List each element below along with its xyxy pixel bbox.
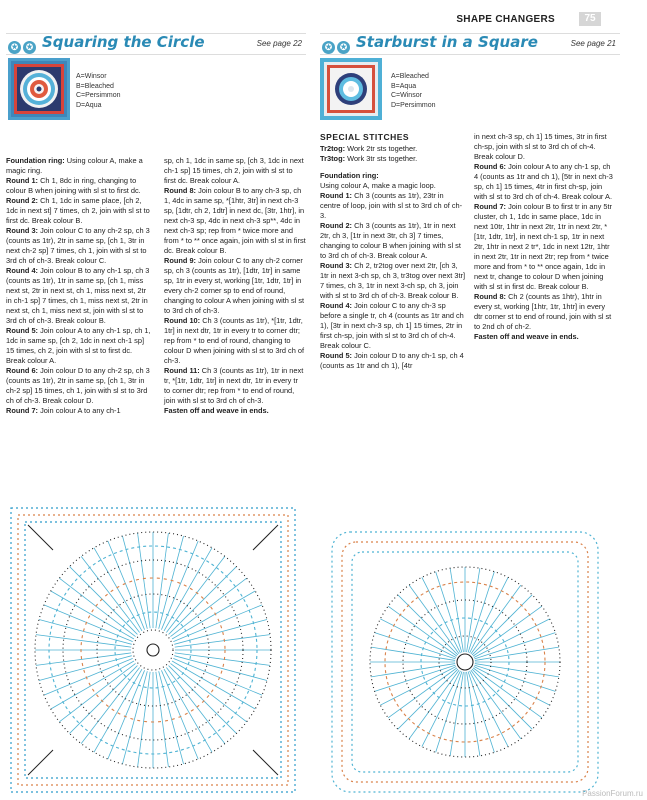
chart-spokes <box>35 532 271 768</box>
color-key-b: B=Aqua <box>391 82 417 90</box>
crochet-chart-starburst <box>328 528 602 796</box>
stitch-spoke <box>467 568 480 652</box>
stitch-spoke <box>94 548 142 631</box>
stitch-spoke <box>172 591 255 639</box>
color-key-c: C=Winsor <box>391 92 422 99</box>
stitch-spoke <box>472 595 532 655</box>
stitch-spoke <box>371 647 455 660</box>
instruction-para: Foundation ring: Using colour A, make a magic ring. <box>6 156 143 175</box>
stitch-spoke <box>398 595 458 655</box>
color-key-c: C=Persimmon <box>76 92 121 99</box>
instruction-para: Round 6: Join colour D to any ch-2 sp, ch 3 (counts as 1tr), 2tr in same sp, [ch 1, 3tr in ch-2 sp] 15 times, ch 1, join with sl st to 3rd ch of ch-3. Break colour D. <box>6 366 150 405</box>
color-key-d: D=Persimmon <box>391 101 436 109</box>
special-stitch: Tr2tog: Work 2tr sts together. <box>320 144 418 153</box>
crochet-chart-squaring-circle <box>8 505 298 795</box>
stitch-spoke <box>388 668 457 718</box>
instruction-para: Round 8: Ch 2 (counts as 1htr), 1htr in every st, working [1htr, 1tr, 1htr] in every dtr corner st to end of round, join with sl st to 2nd ch of ch-2. <box>474 292 612 331</box>
left-instructions-col2 <box>164 156 306 416</box>
star-icon: ✪ <box>322 41 335 54</box>
section-title: SHAPE CHANGERS <box>456 14 555 25</box>
stitch-spoke <box>467 672 480 756</box>
instruction-para: Round 3: Join colour C to any ch-2 sp, ch 3 (counts as 1tr), 2tr in same sp, [ch 1, 3tr in next ch-2 sp] 7 times, ch 1, join with sl st to 3rd ch of ch-3. Break colour C. <box>6 226 150 265</box>
stitch-spoke <box>473 606 542 656</box>
instruction-para: Round 4: Join colour B to any ch-1 sp, ch 3 (counts as 1tr), 1tr in same sp, [ch 1, miss next st, 2tr in next st, ch 1, miss next st, 2tr in ch-1 sp] 7 times, ch 1, miss next st, 2tr in next st, ch 1, miss next st, join with sl st to 3rd ch of ch-3. Break colour B. <box>6 266 150 325</box>
stitch-spoke <box>108 541 145 630</box>
swatch-photo-starburst <box>320 58 382 120</box>
right-title-bar <box>320 33 620 55</box>
special-stitch: Tr3tog: Work 3tr sts together. <box>320 154 418 163</box>
instruction-para: sp, ch 1, 1dc in same sp, [ch 3, 1dc in next ch-1 sp] 15 times, ch 2, join with sl st to first dc. Break colour A. <box>164 156 304 185</box>
stitch-spoke <box>371 664 455 677</box>
stitch-spoke <box>173 605 262 642</box>
color-key-a: A=Bleached <box>391 73 429 80</box>
special-stitches-heading: SPECIAL STITCHES <box>320 132 410 142</box>
stitch-spoke <box>164 548 212 631</box>
stitch-spoke <box>472 669 532 729</box>
color-key-a: A=Winsor <box>76 73 107 80</box>
instruction-para: Round 9: Join colour C to any ch-2 corner sp, ch 3 (counts as 1tr), [1dtr, 1tr] in same sp, 1tr in every st, working [1tr, 1dtr, 1tr] in every ch-2 corner sp to end of round, changing to colour A when joining with sl st to 3rd ch of ch-3. <box>164 256 305 315</box>
instruction-para: Round 2: Ch 1, 1dc in same place, [ch 2, 1dc in next st] 7 times, ch 2, join with sl st to first dc. Break colour B. <box>6 196 150 225</box>
right-instructions-col2 <box>474 132 614 342</box>
star-icon: ✪ <box>337 41 350 54</box>
star-icons <box>322 37 352 55</box>
page-number: 75 <box>579 12 601 26</box>
left-pattern-title: Squaring the Circle <box>42 33 205 51</box>
right-pattern-title: Starburst in a Square <box>356 33 538 51</box>
stitch-spoke <box>471 585 521 654</box>
swatch-photo-squaring-circle <box>8 58 70 120</box>
instruction-para: Using colour A, make a magic loop. <box>320 181 436 190</box>
instruction-para: Round 3: Ch 2, tr2tog over next 2tr, [ch 3, 1tr in next 3-ch sp, ch 3, tr3tog over next 3tr] 7 times, ch 3, 1tr in next 3-ch sp, ch 3, join with sl st to 3rd ch of ch-3. Break colour B. <box>320 261 466 300</box>
left-title-bar <box>6 33 306 55</box>
star-icon: ✪ <box>8 41 21 54</box>
instruction-para: Round 6: Join colour A to any ch-1 sp, ch 4 (counts as 1tr and ch 1), [5tr in next ch-3 sp, ch 1] 15 times, 4tr in first ch-sp, join with sl st to 3rd ch of ch-4. Break colour A. <box>474 162 613 201</box>
instruction-para: Round 10: Ch 3 (counts as 1tr), *[1tr, 1dtr, 1tr] in next dtr, 1tr in every tr to corner dtr; rep from * to end of round, changing to colour D when joining with sl st to 3rd ch of ch-3. <box>164 316 305 365</box>
instruction-para: Round 1: Ch 1, 8dc in ring, changing to colour B when joining with sl st to first dc. <box>6 176 141 195</box>
left-color-key <box>76 72 121 110</box>
stitch-spoke <box>409 670 459 739</box>
instruction-para: in next ch-3 sp, ch 1] 15 times, 3tr in first ch-sp, join with sl st to 3rd ch of ch-4. Break colour D. <box>474 132 607 161</box>
instruction-para: Round 8: Join colour B to any ch-3 sp, ch 1, 4dc in same sp, *[1htr, 3tr] in next ch-3 sp, [1dtr, ch 2, 1dtr] in next dc, [3tr, 1htr], in next ch-3 sp, 4dc in next ch-3 sp**, 4dc in next ch-3 sp; rep from * twice more and from * to ** once again, join with sl st in first dc. Break colour B. <box>164 186 306 255</box>
instruction-para: Round 7: Join colour A to any ch-1 <box>6 406 121 415</box>
left-see-page: See page 22 <box>256 39 302 48</box>
instruction-para: Round 2: Ch 3 (counts as 1tr), 1tr in next 2tr, ch 3, [1tr in next 3tr, ch 3] 7 times, changing to colour B when joining with sl st to 3rd ch of ch-3. Break colour A. <box>320 221 461 260</box>
stitch-spoke <box>450 672 463 756</box>
chart-spokes <box>370 567 560 757</box>
instruction-para: Round 5: Join colour A to any ch-1 sp, ch 1, 1dc in same sp, [ch 2, 1dc in next ch-1 sp] 15 times, ch 2, join with sl st to first dc. Break colour A. <box>6 326 151 365</box>
page-header <box>0 0 647 28</box>
instruction-para: Fasten off and weave in ends. <box>474 332 579 341</box>
color-key-b: B=Bleached <box>76 82 114 90</box>
stitch-spoke <box>44 658 133 695</box>
stitch-spoke <box>475 664 559 677</box>
star-icons <box>8 37 38 55</box>
right-instructions-col1 <box>320 132 466 371</box>
instruction-para: Round 1: Ch 3 (counts as 1tr), 23tr in centre of loop, join with sl st to 3rd ch of ch-3. <box>320 191 463 220</box>
watermark: PassionForum.ru <box>582 789 643 798</box>
stitch-spoke <box>398 669 458 729</box>
instruction-para: Round 4: Join colour C to any ch-3 sp before a single tr, ch 4 (counts as 1tr and ch 1), [3tr in next ch-3 sp, ch 1] 15 times, 2tr in first ch-sp, join with sl st to 3rd ch of ch-4. Break colour C. <box>320 301 464 350</box>
instruction-para: Round 5: Join colour D to any ch-1 sp, ch 4 (counts as 1tr and ch 1), [4tr <box>320 351 464 370</box>
right-color-key <box>391 72 436 110</box>
instruction-para: Round 11: Ch 3 (counts as 1tr), 1tr in next tr, *[1tr, 1dtr, 1tr] in next dtr, 1tr in every tr to corner dtr; rep from * to end of round, join with sl st to 3rd ch of ch-3. <box>164 366 304 405</box>
color-key-d: D=Aqua <box>76 101 102 109</box>
instruction-para: Fasten off and weave in ends. <box>164 406 269 415</box>
instruction-para: Foundation ring: <box>320 171 379 180</box>
stitch-spoke <box>173 658 262 695</box>
stitch-spoke <box>156 672 169 767</box>
right-see-page: See page 21 <box>570 39 616 48</box>
instruction-para: Round 7: Join colour B to first tr in any 5tr cluster, ch 1, 1dc in same place, 1dc in next 10tr, 1htr in next 2tr, 1tr in next 2tr, *[1tr, 1dtr, 1tr], in next ch-1 sp, 1tr in next 2tr, 1htr in next 2 tr*, 1dc in next 12tr, 1htr in next 2tr, 1tr in next 2tr; rep from * twice more and from * to ** once again, 1dc in next tr, change to colour D when joining with sl st in first dc. Break colour B. <box>474 202 613 291</box>
star-icon: ✪ <box>23 41 36 54</box>
left-instructions-col1 <box>6 156 152 416</box>
